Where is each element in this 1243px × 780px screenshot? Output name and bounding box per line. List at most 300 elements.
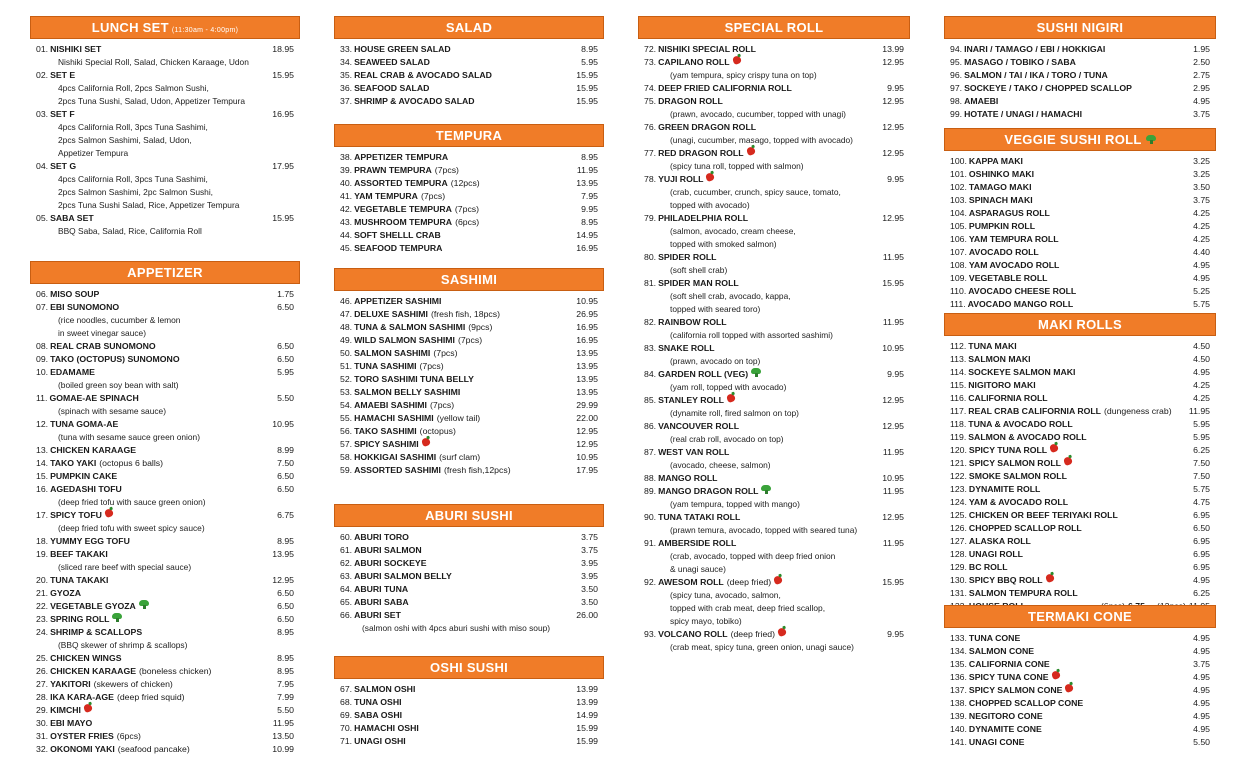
item-number: 52. (340, 374, 353, 384)
item-name: CHOPPED SCALLOP CONE (968, 698, 1084, 708)
menu-item (950, 548, 1210, 561)
item-price: 10.95 (576, 452, 598, 462)
item-number: 16. (36, 484, 49, 494)
item-number: 30. (36, 718, 49, 728)
item-name: IKA KARA-AGE (50, 692, 114, 702)
item-name: SMOKE SALMON ROLL (968, 471, 1067, 481)
item-description: Nishiki Special Roll, Salad, Chicken Karaage, Udon (58, 57, 249, 67)
item-name: CALIFORNIA CONE (968, 659, 1050, 669)
item-number: 119. (950, 432, 967, 442)
item-name: AVOCADO CHEESE ROLL (968, 286, 1077, 296)
item-price: 12.95 (882, 395, 904, 405)
menu-item (950, 392, 1210, 405)
menu-item (644, 576, 904, 589)
menu-section (334, 504, 604, 635)
item-number: 01. (36, 44, 49, 54)
item-number: 115. (950, 380, 967, 390)
item-name: HAMACHI SASHIMI (354, 413, 434, 423)
item-number: 113. (950, 354, 967, 364)
section-items (944, 628, 1216, 749)
item-price: 15.99 (576, 736, 598, 746)
item-name: APPETIZER TEMPURA (354, 152, 449, 162)
menu-item (644, 277, 904, 290)
item-price: 13.50 (272, 731, 294, 741)
menu-section (638, 16, 910, 654)
item-name: TAKO (OCTOPUS) SUNOMONO (50, 354, 180, 364)
item-name: SPRING ROLL (50, 614, 110, 624)
item-price: 3.75 (581, 545, 598, 555)
menu-item (950, 684, 1210, 697)
section-header (944, 128, 1216, 151)
item-price: 2.50 (1193, 57, 1210, 67)
item-name: MUSHROOM TEMPURA (354, 217, 453, 227)
item-price: 9.95 (887, 174, 904, 184)
menu-item (36, 444, 294, 457)
item-price: 16.95 (272, 109, 294, 119)
item-price: 13.95 (272, 549, 294, 559)
menu-item (36, 288, 294, 301)
menu-item (950, 220, 1210, 233)
item-number: 46. (340, 296, 353, 306)
item-number: 27. (36, 679, 49, 689)
item-price: 4.50 (1193, 341, 1210, 351)
item-price: 3.95 (581, 558, 598, 568)
item-name: SABA SET (50, 213, 94, 223)
menu-item (950, 340, 1210, 353)
item-number: 39. (340, 165, 353, 175)
menu-item (340, 229, 598, 242)
item-number: 101. (950, 169, 967, 179)
item-number: 14. (36, 458, 49, 468)
menu-item (950, 181, 1210, 194)
item-number: 109. (950, 273, 967, 283)
item-name: NISHIKI SPECIAL ROLL (658, 44, 756, 54)
item-description: (soft shell crab, avocado, kappa, (670, 291, 791, 301)
item-number: 26. (36, 666, 49, 676)
menu-item (36, 678, 294, 691)
item-name: ABURI SOCKEYE (354, 558, 427, 568)
item-name: GYOZA (50, 588, 81, 598)
item-note: (yellow tail) (436, 413, 481, 423)
item-price: 4.95 (1193, 260, 1210, 270)
item-name: SOCKEYE SALMON MAKI (968, 367, 1076, 377)
item-number: 15. (36, 471, 49, 481)
item-price: 4.25 (1193, 208, 1210, 218)
item-name: ABURI TUNA (354, 584, 409, 594)
item-price: 17.95 (272, 161, 294, 171)
item-name: ASSORTED SASHIMI (354, 465, 441, 475)
menu-item (644, 43, 904, 56)
section-header (30, 16, 300, 39)
item-name: SOCKEYE / TAKO / CHOPPED SCALLOP (964, 83, 1132, 93)
item-name: ASPARAGUS ROLL (968, 208, 1050, 218)
item-price: 8.95 (581, 44, 598, 54)
item-price: 6.95 (1193, 549, 1210, 559)
section-title: VEGGIE SUSHI ROLL (1004, 132, 1142, 147)
item-description: (rice noodles, cucumber & lemon (58, 315, 181, 325)
item-name: YUMMY EGG TOFU (50, 536, 130, 546)
item-name: EDAMAME (50, 367, 95, 377)
item-number: 79. (644, 213, 657, 223)
menu-item (950, 710, 1210, 723)
item-description: (sliced rare beef with special sauce) (58, 562, 192, 572)
menu-item (340, 56, 598, 69)
item-number: 88. (644, 473, 657, 483)
menu-item (950, 483, 1210, 496)
item-note: (7pcs) (419, 361, 444, 371)
item-name: SPICY TUNA CONE (968, 672, 1049, 682)
menu-item (950, 194, 1210, 207)
item-price: 7.95 (581, 191, 598, 201)
menu-item (340, 203, 598, 216)
item-name: YAM TEMPURA ROLL (968, 234, 1059, 244)
item-number: 47. (340, 309, 353, 319)
item-price: 4.25 (1193, 221, 1210, 231)
item-description: 2pcs Tuna Sushi, Salad, Udon, Appetizer Tempura (58, 96, 245, 106)
item-number: 105. (950, 221, 967, 231)
item-price: 4.95 (1193, 698, 1210, 708)
item-name: SEAFOOD SALAD (354, 83, 430, 93)
item-name: SPICY BBQ ROLL (968, 575, 1043, 585)
item-name: AMAEBI (964, 96, 999, 106)
item-number: 65. (340, 597, 353, 607)
item-price: 4.95 (1193, 646, 1210, 656)
menu-item (36, 470, 294, 483)
chili-icon (745, 146, 755, 156)
item-price: 7.50 (1193, 458, 1210, 468)
item-number: 51. (340, 361, 353, 371)
item-number: 97. (950, 83, 963, 93)
section-title: MAKI ROLLS (1038, 317, 1122, 332)
item-price: 13.99 (576, 697, 598, 707)
item-number: 22. (36, 601, 49, 611)
item-number: 34. (340, 57, 353, 67)
menu-item (340, 347, 598, 360)
item-number: 05. (36, 213, 49, 223)
menu-item (340, 696, 598, 709)
menu-item (36, 730, 294, 743)
chili-icon (777, 627, 787, 637)
menu-item (340, 709, 598, 722)
item-name: GOMAE-AE SPINACH (49, 393, 139, 403)
item-number: 12. (36, 419, 49, 429)
menu-item (950, 671, 1210, 684)
item-number: 35. (340, 70, 353, 80)
menu-item (950, 587, 1210, 600)
item-price: 6.50 (277, 354, 294, 364)
item-number: 72. (644, 44, 657, 54)
menu-item (950, 379, 1210, 392)
menu-item (340, 386, 598, 399)
item-number: 108. (950, 260, 967, 270)
section-title: SUSHI NIGIRI (1036, 20, 1124, 35)
item-number: 122. (950, 471, 967, 481)
section-items (944, 336, 1216, 613)
menu-item (950, 405, 1210, 418)
item-price: 6.25 (1193, 445, 1210, 455)
chili-icon (1044, 573, 1054, 583)
item-name: VOLCANO ROLL (658, 629, 728, 639)
menu-item (36, 366, 294, 379)
item-price: 16.95 (576, 335, 598, 345)
menu-item (644, 95, 904, 108)
item-number: 75. (644, 96, 657, 106)
item-number: 62. (340, 558, 353, 568)
section-title: ABURI SUSHI (425, 508, 513, 523)
item-price: 12.95 (882, 512, 904, 522)
item-description: 4pcs California Roll, 3pcs Tuna Sashimi, (58, 174, 208, 184)
item-name: TAKO SASHIMI (354, 426, 417, 436)
item-name: OKONOMI YAKI (50, 744, 115, 754)
item-name: OSHINKO MAKI (968, 169, 1035, 179)
item-number: 76. (644, 122, 657, 132)
item-price: 13.99 (882, 44, 904, 54)
menu-item (340, 190, 598, 203)
item-price: 12.95 (882, 122, 904, 132)
item-number: 19. (36, 549, 49, 559)
item-price: 6.50 (1193, 523, 1210, 533)
item-name: VEGETABLE GYOZA (50, 601, 136, 611)
item-number: 74. (644, 83, 657, 93)
menu-item (36, 717, 294, 730)
item-description: (yam tempura, topped with mango) (670, 499, 800, 509)
chili-icon (1050, 670, 1060, 680)
item-number: 08. (36, 341, 49, 351)
item-name: REAL CRAB CALIFORNIA ROLL (968, 406, 1101, 416)
menu-item (36, 665, 294, 678)
menu-item (950, 736, 1210, 749)
menu-item (36, 626, 294, 639)
menu-item (950, 457, 1210, 470)
section-header (334, 16, 604, 39)
section-items (30, 39, 300, 238)
menu-item (644, 628, 904, 641)
item-number: 36. (340, 83, 353, 93)
menu-item (950, 95, 1210, 108)
chili-icon (104, 508, 114, 518)
item-name: TORO SASHIMI TUNA BELLY (354, 374, 474, 384)
item-note: (7pcs) (433, 348, 458, 358)
menu-item (340, 609, 598, 622)
item-price: 6.75 (277, 510, 294, 520)
item-price: 13.95 (576, 387, 598, 397)
menu-item (644, 472, 904, 485)
item-number: 81. (644, 278, 657, 288)
item-note: (7pcs) (457, 335, 483, 345)
item-description: (salmon, avocado, cream cheese, (670, 226, 796, 236)
item-price: 10.99 (272, 744, 294, 754)
item-price: 15.95 (576, 83, 598, 93)
menu-item (950, 632, 1210, 645)
item-name: ASSORTED TEMPURA (354, 178, 448, 188)
menu-item (644, 212, 904, 225)
broccoli-icon (751, 368, 761, 377)
item-price: 15.95 (272, 213, 294, 223)
menu-item (36, 483, 294, 496)
item-price: 11.95 (882, 317, 904, 327)
menu-item (950, 444, 1210, 457)
item-note: (octopus 6 balls) (99, 458, 164, 468)
item-price: 5.95 (581, 57, 598, 67)
item-number: 42. (340, 204, 353, 214)
item-price: 12.95 (882, 148, 904, 158)
item-description: topped with seared toro) (670, 304, 761, 314)
item-description: (deep fried tofu with sauce green onion) (58, 497, 206, 507)
item-note: (7pcs) (429, 400, 455, 410)
item-number: 114. (950, 367, 967, 377)
item-price: 15.95 (882, 577, 904, 587)
item-number: 100. (950, 156, 967, 166)
chili-icon (420, 437, 430, 447)
item-number: 80. (644, 252, 657, 262)
menu-item (36, 691, 294, 704)
section-header (944, 16, 1216, 39)
item-name: DYNAMITE ROLL (968, 484, 1041, 494)
menu-item (340, 308, 598, 321)
item-price: 4.25 (1193, 393, 1210, 403)
item-name: SPIDER MAN ROLL (658, 278, 739, 288)
item-price: 9.95 (887, 83, 904, 93)
item-description: (prawn, avocado, cucumber, topped with unagi) (670, 109, 846, 119)
chili-icon (731, 55, 741, 65)
menu-item (950, 697, 1210, 710)
item-number: 140. (950, 724, 967, 734)
item-number: 20. (36, 575, 49, 585)
item-name: YAM AVOCADO ROLL (968, 260, 1060, 270)
item-number: 106. (950, 234, 967, 244)
item-number: 123. (950, 484, 967, 494)
menu-item (950, 259, 1210, 272)
item-number: 94. (950, 44, 963, 54)
item-note: (seafood pancake) (117, 744, 190, 754)
item-number: 03. (36, 109, 49, 119)
item-number: 129. (950, 562, 967, 572)
menu-item (950, 723, 1210, 736)
menu-item (36, 509, 294, 522)
item-price: 12.95 (882, 213, 904, 223)
item-name: MASAGO / TOBIKO / SABA (964, 57, 1076, 67)
item-price: 13.95 (576, 374, 598, 384)
item-number: 130. (950, 575, 967, 585)
item-number: 89. (644, 486, 657, 496)
item-price: 5.75 (1193, 299, 1210, 309)
menu-item (950, 155, 1210, 168)
item-price: 9.95 (887, 629, 904, 639)
item-price: 4.95 (1193, 367, 1210, 377)
item-number: 127. (950, 536, 967, 546)
item-name: CHICKEN WINGS (50, 653, 122, 663)
item-note: (deep fried squid) (116, 692, 185, 702)
item-number: 43. (340, 217, 353, 227)
item-price: 8.95 (277, 653, 294, 663)
item-name: TUNA TATAKI ROLL (658, 512, 741, 522)
menu-item (36, 418, 294, 431)
item-price: 7.99 (277, 692, 294, 702)
item-number: 33. (340, 44, 353, 54)
item-description: (crab, cucumber, crunch, spicy sauce, tomato, (670, 187, 841, 197)
item-description: (soft shell crab) (670, 265, 728, 275)
item-name: TAKO YAKI (50, 458, 97, 468)
menu-item (644, 316, 904, 329)
menu-item (644, 251, 904, 264)
item-price: 4.25 (1193, 380, 1210, 390)
menu-item (950, 233, 1210, 246)
item-price: 10.95 (272, 419, 294, 429)
item-name: PHILADELPHIA ROLL (658, 213, 749, 223)
item-note: (12pcs) (450, 178, 480, 188)
menu-item (340, 373, 598, 386)
menu-section (334, 656, 604, 748)
menu-item (340, 43, 598, 56)
menu-item (340, 464, 598, 477)
menu-item (36, 574, 294, 587)
menu-item (340, 69, 598, 82)
item-number: 32. (36, 744, 49, 754)
menu-item (36, 743, 294, 756)
item-number: 21. (36, 588, 49, 598)
section-items (334, 147, 604, 255)
section-items (334, 39, 604, 108)
item-number: 131. (950, 588, 967, 598)
item-number: 55. (340, 413, 353, 423)
menu-item (340, 570, 598, 583)
item-name: UNAGI OSHI (354, 736, 406, 746)
menu-item (36, 392, 294, 405)
item-name: MANGO ROLL (658, 473, 718, 483)
item-number: 117. (950, 406, 967, 416)
item-name: APPETIZER SASHIMI (354, 296, 442, 306)
broccoli-icon (139, 600, 149, 609)
item-name: REAL CRAB & AVOCADO SALAD (354, 70, 492, 80)
menu-item (340, 82, 598, 95)
item-number: 66. (340, 610, 353, 620)
menu-item (36, 535, 294, 548)
item-note: (boneless chicken) (139, 666, 212, 676)
item-number: 139. (950, 711, 967, 721)
item-number: 24. (36, 627, 49, 637)
item-name: BEEF TAKAKI (50, 549, 108, 559)
item-number: 59. (340, 465, 353, 475)
item-price: 15.95 (272, 70, 294, 80)
item-description: Appetizer Tempura (58, 148, 129, 158)
item-price: 2.95 (1193, 83, 1210, 93)
item-name: ABURI SALMON (354, 545, 422, 555)
item-description: (prawn temura, avocado, topped with seared tuna) (670, 525, 858, 535)
section-header (334, 504, 604, 527)
item-price: 8.95 (277, 627, 294, 637)
item-name: SABA OSHI (354, 710, 403, 720)
item-name: SPICY TUNA ROLL (968, 445, 1048, 455)
menu-item (644, 56, 904, 69)
item-number: 50. (340, 348, 353, 358)
menu-item (950, 535, 1210, 548)
menu-item (950, 353, 1210, 366)
item-number: 71. (340, 736, 353, 746)
item-price: 5.95 (1193, 419, 1210, 429)
item-number: 104. (950, 208, 967, 218)
section-title: SALAD (445, 20, 493, 35)
menu-item (36, 704, 294, 717)
item-name: SPIDER ROLL (658, 252, 717, 262)
item-price: 4.50 (1193, 354, 1210, 364)
item-name: KAPPA MAKI (968, 156, 1023, 166)
item-name: SALMON TEMPURA ROLL (968, 588, 1078, 598)
item-name: AVOCADO MANGO ROLL (967, 299, 1074, 309)
item-price: 6.95 (1193, 562, 1210, 572)
menu-item (644, 368, 904, 381)
item-name: HOTATE / UNAGI / HAMACHI (964, 109, 1082, 119)
item-number: 96. (950, 70, 963, 80)
